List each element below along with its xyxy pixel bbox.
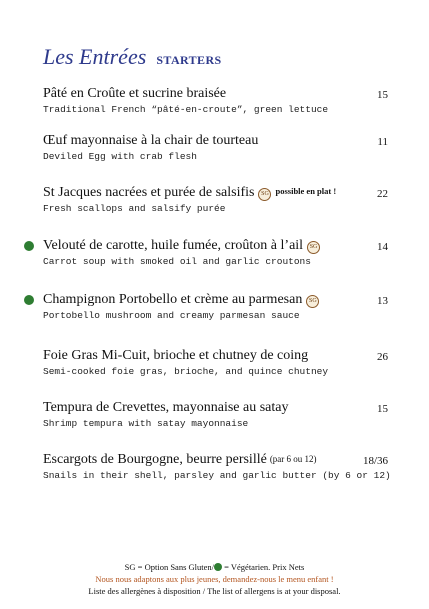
item-price: 14 xyxy=(377,241,388,253)
item-price: 13 xyxy=(377,295,388,307)
menu-item xyxy=(43,238,388,267)
menu-item xyxy=(43,86,388,115)
item-name: Escargots de Bourgogne, beurre persillé xyxy=(43,452,267,467)
item-name: Pâté en Croûte et sucrine braisée xyxy=(43,86,227,101)
menu-item xyxy=(43,348,388,377)
vegetarian-dot-icon xyxy=(214,563,222,571)
legend-line xyxy=(0,561,429,573)
section-subtitle: STARTERS xyxy=(156,53,222,67)
item-description: Snails in their shell, parsley and garlic butter (by 6 or 12) xyxy=(43,470,391,481)
item-description: Fresh scallops and salsify purée xyxy=(43,203,226,214)
item-name: Champignon Portobello et crème au parmesan xyxy=(43,292,303,307)
legend-veg: = Végétarien. Prix Nets xyxy=(222,562,305,572)
sg-gluten-free-icon: SG xyxy=(307,241,320,254)
item-description: Traditional French “pâté-en-croute”, green lettuce xyxy=(43,104,329,115)
vegetarian-dot-icon xyxy=(24,241,34,251)
menu-item xyxy=(43,185,388,214)
menu-item xyxy=(43,400,388,429)
menu-footer xyxy=(0,561,429,597)
item-name: St Jacques nacrées et purée de salsifis xyxy=(43,185,255,200)
item-price: 22 xyxy=(377,188,388,200)
item-description: Portobello mushroom and creamy parmesan sauce xyxy=(43,310,300,321)
menu-header xyxy=(43,44,222,70)
allergens-notice: Liste des allergènes à disposition / The list of allergens is at your disposal. xyxy=(88,586,341,596)
menu-item xyxy=(43,133,388,162)
item-description: Carrot soup with smoked oil and garlic croutons xyxy=(43,256,311,267)
item-name: Velouté de carotte, huile fumée, croûton à l’ail xyxy=(43,238,304,253)
legend-sg: SG = Option Sans Gluten/ xyxy=(124,562,214,572)
item-name: Tempura de Crevettes, mayonnaise au satay xyxy=(43,400,289,415)
item-price: 15 xyxy=(377,403,388,415)
item-description: Semi-cooked foie gras, brioche, and quince chutney xyxy=(43,366,329,377)
item-portion: (par 6 ou 12) xyxy=(269,454,317,464)
item-note: possible en plat ! xyxy=(275,186,337,196)
section-title: Les Entrées xyxy=(43,44,147,69)
menu-item xyxy=(43,452,391,481)
item-price: 11 xyxy=(377,136,388,148)
sg-gluten-free-icon: SG xyxy=(258,188,271,201)
item-name: Œuf mayonnaise à la chair de tourteau xyxy=(43,133,259,148)
kids-notice: Nous nous adaptons aux plus jeunes, demandez-nous le menu enfant ! xyxy=(95,574,334,584)
item-price: 18/36 xyxy=(362,455,388,467)
item-description: Deviled Egg with crab flesh xyxy=(43,151,197,162)
item-description: Shrimp tempura with satay mayonnaise xyxy=(43,418,249,429)
sg-gluten-free-icon: SG xyxy=(306,295,319,308)
item-price: 26 xyxy=(377,351,388,363)
item-name: Foie Gras Mi-Cuit, brioche et chutney de coing xyxy=(43,348,309,363)
vegetarian-dot-icon xyxy=(24,295,34,305)
item-price: 15 xyxy=(377,89,388,101)
menu-item xyxy=(43,292,388,321)
